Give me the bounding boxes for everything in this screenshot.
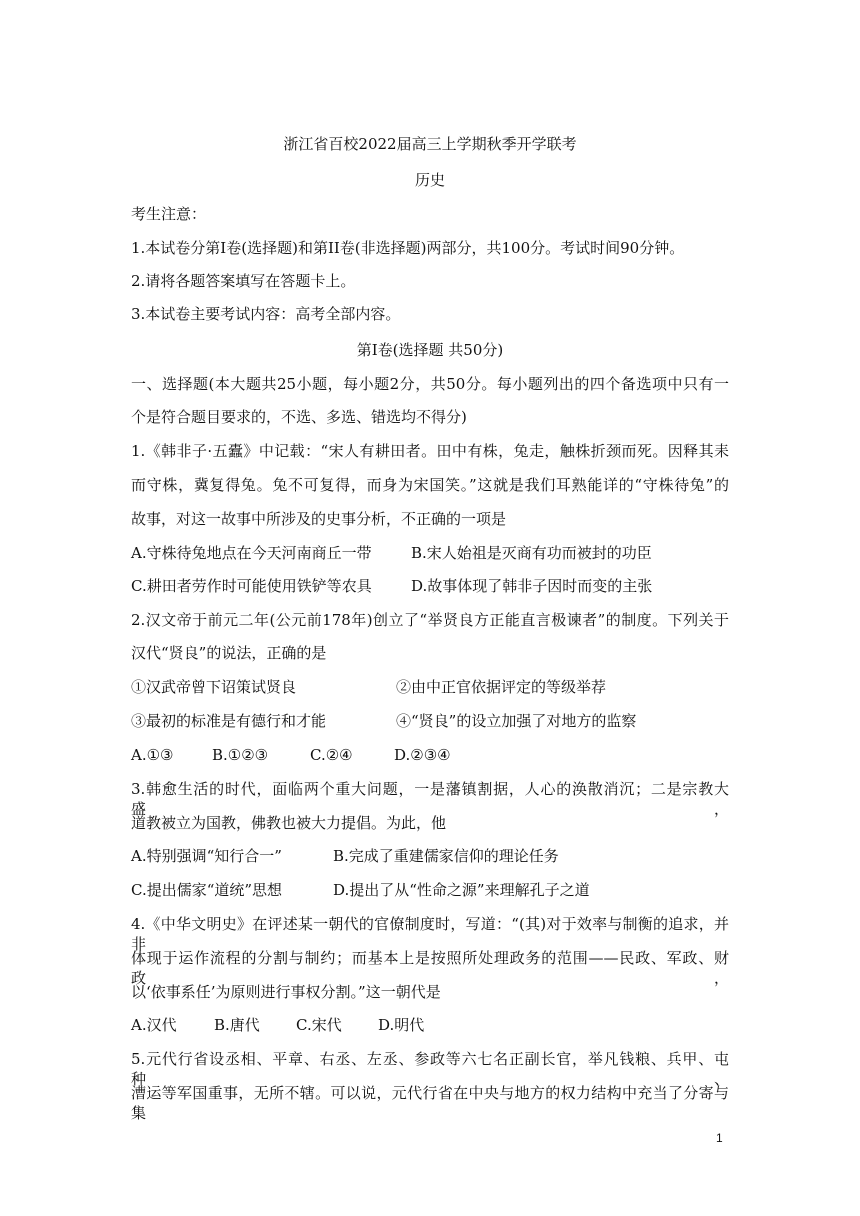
question-stem: 漕运等军国重事，无所不辖。可以说，元代行省在中央与地方的权力结构中充当了分寄与集 [131,1084,729,1122]
option-b: B.完成了重建儒家信仰的理论任务 [333,847,559,865]
question-stem: 体现于运作流程的分割与制约；而基本上是按照所处理政务的范围——民政、军政、财政， [131,949,729,987]
notice-item: 1.本试卷分第I卷(选择题)和第II卷(非选择题)两部分，共100分。考试时间90分钟。 [131,239,685,257]
option-a: A.特别强调“知行合一” [131,847,282,865]
option-b: B.①②③ [212,746,269,764]
question-stem: 道教被立为国教，佛教也被大力提倡。为此，他 [131,814,447,832]
option-a: A.①③ [131,746,174,764]
statement-1: ①汉武帝曾下诏策试贤良 [131,678,297,696]
option-c: C.耕田者劳作时可能使用铁铲等农具 [131,577,372,595]
section-instruction: 一、选择题(本大题共25小题，每小题2分，共50分。每小题列出的四个备选项中只有一 [131,375,729,393]
option-c: C.宋代 [296,1016,342,1034]
option-d: D.明代 [378,1016,425,1034]
page-number: 1 [716,1131,723,1145]
exam-title: 浙江省百校2022届高三上学期秋季开学联考 [283,135,577,153]
statement-2: ②由中正官依据评定的等级举荐 [396,678,607,696]
exam-subject: 历史 [414,171,445,189]
question-stem: 3.韩愈生活的时代，面临两个重大问题，一是藩镇割据，人心的涣散消沉；二是宗教大盛， [131,780,729,818]
option-a: A.守株待兔地点在今天河南商丘一带 [131,544,372,562]
option-d: D.故事体现了韩非子因时而变的主张 [411,577,653,595]
question-stem: 以‘依事系任’为原则进行事权分割。”这一朝代是 [131,983,441,1001]
question-stem: 1.《韩非子·五蠹》中记载：“宋人有耕田者。田中有株，兔走，触株折颈而死。因释其耒 [131,442,729,460]
option-d: D.②③④ [394,746,451,764]
statement-3: ③最初的标准是有德行和才能 [131,712,327,730]
option-d: D.提出了从“性命之源”来理解孔子之道 [333,881,590,899]
notice-item: 3.本试卷主要考试内容：高考全部内容。 [131,305,401,323]
question-stem: 4.《中华文明史》在评述某一朝代的官僚制度时，写道：“(其)对于效率与制衡的追求，并非 [131,915,729,953]
notice-heading: 考生注意： [131,205,207,223]
question-stem: 故事，对这一故事中所涉及的史事分析，不正确的一项是 [131,510,507,528]
question-stem: 汉代“贤良”的说法，正确的是 [131,644,327,662]
option-b: B.宋人始祖是灭商有功而被封的功臣 [411,544,652,562]
option-c: C.提出儒家“道统”思想 [131,881,283,899]
question-stem: 2.汉文帝于前元二年(公元前178年)创立了“举贤良方正能直言极谏者”的制度。下列关于 [131,611,729,629]
question-stem: 而守株，冀复得兔。兔不可复得，而身为宋国笑。”这就是我们耳熟能详的“守株待兔”的 [131,476,729,494]
option-c: C.②④ [310,746,353,764]
notice-item: 2.请将各题答案填写在答题卡上。 [131,272,356,290]
option-b: B.唐代 [214,1016,260,1034]
section-instruction: 个是符合题目要求的，不选、多选、错选均不得分) [131,408,467,426]
option-a: A.汉代 [131,1016,177,1034]
statement-4: ④“贤良”的设立加强了对地方的监察 [396,712,637,730]
part-title: 第I卷(选择题 共50分) [356,341,504,359]
question-stem: 5.元代行省设丞相、平章、右丞、左丞、参政等六七名正副长官，举凡钱粮、兵甲、屯种、 [131,1050,729,1088]
